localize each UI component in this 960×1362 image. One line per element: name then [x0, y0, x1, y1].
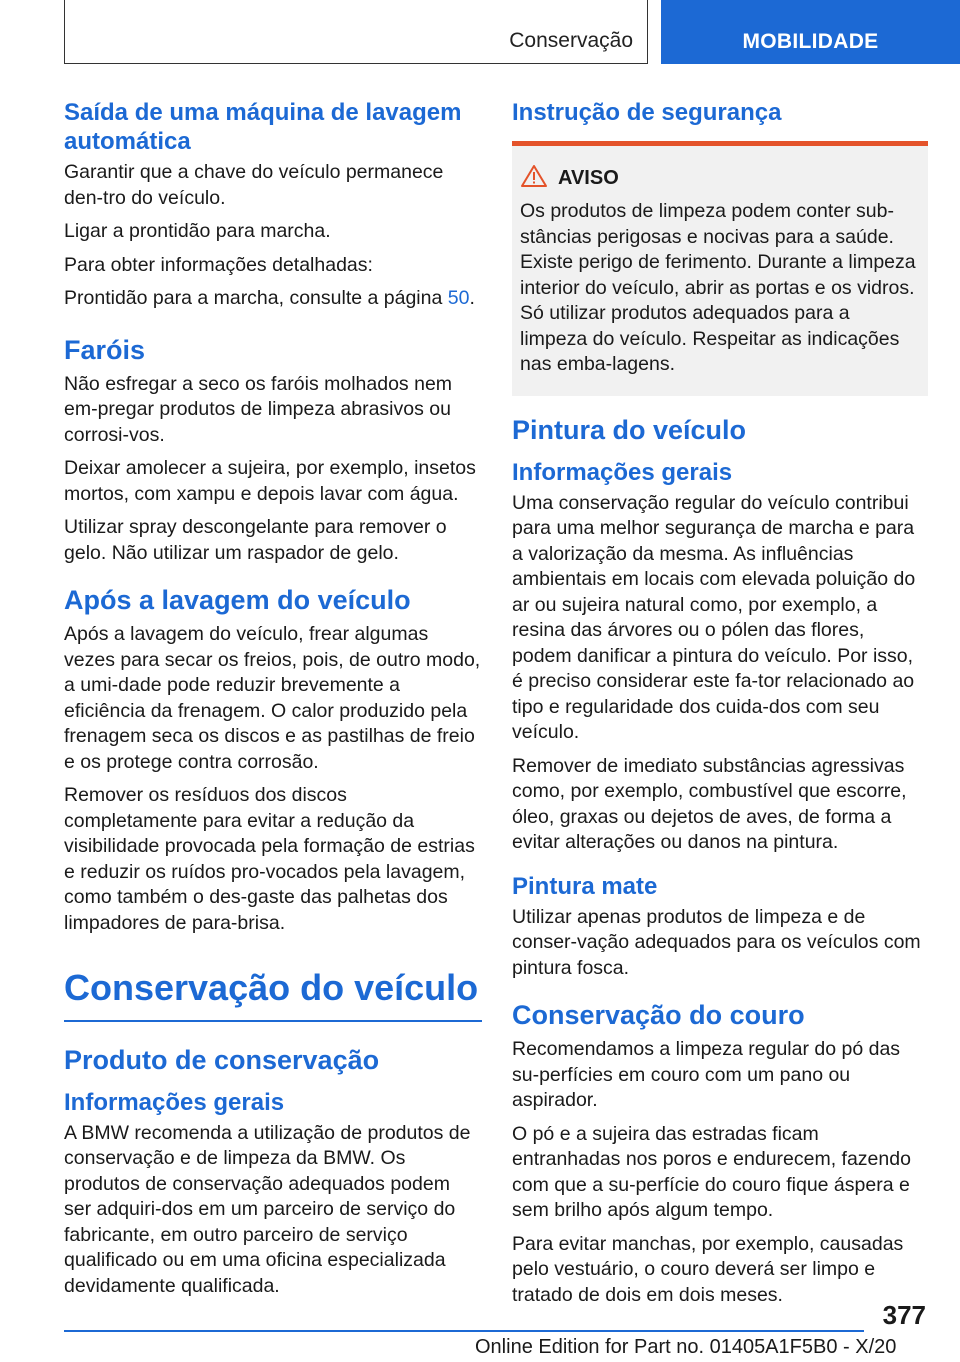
heading-after-wash: Após a lavagem do veículo: [64, 585, 411, 615]
header-box: [64, 0, 648, 64]
reference-text: Prontidão para a marcha, consulte a página: [64, 287, 448, 309]
paragraph: Não esfregar a seco os faróis molhados nem em-pregar produtos de limpeza abrasivos ou corrosi-vos.: [64, 372, 453, 446]
heading-divider: [64, 1020, 482, 1022]
heading-leather-care: Conservação do couro: [512, 1000, 805, 1030]
header-chapter-tab[interactable]: MOBILIDADE: [661, 0, 960, 64]
warning-title: AVISO: [558, 167, 619, 189]
reference-end: .: [469, 287, 475, 309]
paragraph: O pó e a sujeira das estradas ficam entranhadas nos poros e endurecem, fazendo com que a su-perfície do couro fique áspera e sem brilho após algum tempo.: [512, 1122, 911, 1221]
header-section-title: Conservação: [509, 29, 633, 52]
footer-edition: Online Edition for Part no. 01405A1F5B0 - X/20: [475, 1336, 897, 1358]
paragraph: Para obter informações detalhadas:: [64, 253, 373, 276]
footer-divider: [64, 1330, 864, 1332]
warning-box: [512, 141, 928, 396]
warning-text: Os produtos de limpeza podem conter sub-stâncias perigosas e nocivas para a saúde. Existe perigo de ferimento. Durante a limpeza interior do veículo, abrir as portas e os vidros. Só utilizar produtos adequados para a limpeza do veículo. Respeitar as indicações nas emba-lagens.: [520, 200, 916, 375]
paragraph: Garantir que a chave do veículo permanece den-tro do veículo.: [64, 161, 444, 209]
heading-safety-instruction: Instrução de segurança: [512, 99, 782, 126]
paragraph: Ligar a prontidão para marcha.: [64, 220, 331, 242]
heading-general-info: Informações gerais: [512, 458, 733, 486]
paragraph: A BMW recomenda a utilização de produtos de conservação e de limpeza da BMW. Os produtos de conservação adequados podem ser adquiri-dos em um parceiro de serviço do fabricante, em outro parceiro de serviço qualificado ou em uma oficina especializada devidamente qualificada.: [64, 1121, 471, 1297]
page-number: 377: [882, 1300, 926, 1330]
left-column: [64, 98, 482, 1307]
warning-triangle-icon: [520, 164, 548, 193]
heading-general-info: Informações gerais: [64, 1088, 285, 1116]
page-link[interactable]: 50: [447, 287, 470, 309]
heading-care-product: Produto de conservação: [64, 1044, 380, 1075]
heading-vehicle-care: Conservação do veículo: [64, 967, 479, 1008]
paragraph-page-reference: [64, 286, 482, 312]
heading-exit-car-wash: Saída de uma máquina de lavagem automática: [64, 99, 462, 155]
paragraph: Para evitar manchas, por exemplo, causadas pelo vestuário, o couro deverá ser limpo e tratado de dois em dois meses.: [512, 1232, 904, 1306]
paragraph: Utilizar apenas produtos de limpeza e de conser-vação adequados para os veículos com pintura fosca.: [512, 905, 921, 979]
heading-matte-paint: Pintura mate: [512, 872, 658, 900]
paragraph: Recomendamos a limpeza regular do pó das su-perfícies em couro com um pano ou aspirador.: [512, 1038, 901, 1111]
paragraph: Deixar amolecer a sujeira, por exemplo, insetos mortos, com xampu e depois lavar com água.: [64, 457, 476, 505]
paragraph: Uma conservação regular do veículo contribui para uma melhor segurança de marcha e para a valorização da mesma. As influências ambientais em locais com elevada poluição do ar ou sujeira natural como, por exemplo, a resina das árvores ou o pólen das flores, podem danificar a pintura do veículo. Por isso, é preciso considerar este fa-tor relacionado ao tipo e regularidade dos cuida-dos com seu veículo.: [512, 491, 916, 743]
paragraph: Após a lavagem do veículo, frear algumas vezes para secar os freios, pois, de outro modo, a umi-dade pode reduzir brevemente a eficiência da frenagem. O calor produzido pela frenagem seca os discos e as pastilhas de freio e os protege contra corrosão.: [64, 623, 481, 773]
right-column: [512, 98, 928, 1316]
paragraph: Utilizar spray descongelante para remover o gelo. Não utilizar um raspador de gelo.: [64, 516, 447, 564]
heading-paint: Pintura do veículo: [512, 414, 747, 445]
warning-header: [520, 164, 920, 193]
heading-farois: Faróis: [64, 334, 146, 365]
paragraph: Remover de imediato substâncias agressivas como, por exemplo, combustível que escorre, óleo, graxas ou dejetos de aves, de forma a evitar alterações ou danos na pintura.: [512, 754, 907, 853]
paragraph: Remover os resíduos dos discos completamente para evitar a redução da visibilidade provocada pela formação de estrias e reduzir os ruídos pro-vocados pela lavagem, como também o des-gaste das palhetas dos limpadores de para-brisa.: [64, 784, 475, 934]
